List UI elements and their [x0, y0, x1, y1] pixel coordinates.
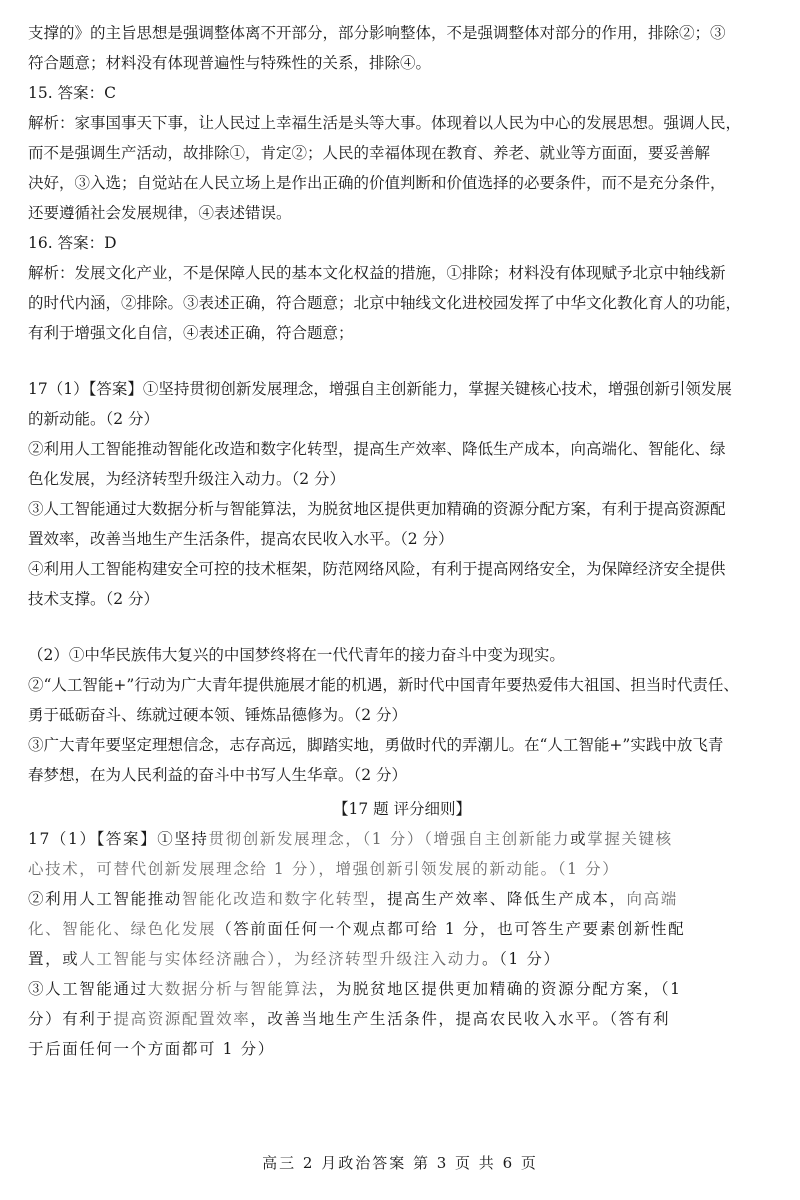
rubric-line	[28, 944, 776, 974]
q17-1-line: 17（1）【答案】①坚持贯彻创新发展理念，增强自主创新能力，掌握关键核心技术，增强创新引领发展	[28, 380, 732, 398]
rubric-text: （答前面任何一个观点都可给 1 分，也可答生产要素创新性配	[216, 920, 686, 938]
answer-page	[28, 18, 776, 1064]
rubric-text: 掌握关键核	[587, 830, 673, 848]
q16-analysis-line: 的时代内涵，②排除。③表述正确，符合题意；北京中轴线文化进校园发挥了中华文化教化育人的功能，	[28, 294, 742, 312]
rubric-text: ③人工智能通过	[28, 980, 148, 998]
rubric-line	[28, 824, 776, 854]
q17-1-line: ③人工智能通过大数据分析与智能算法，为脱贫地区提供更加精确的资源分配方案，有利于提高资源配	[28, 500, 726, 518]
rubric-text: 17（1）【答案】①坚持	[28, 830, 209, 848]
q16-analysis-line: 解析：发展文化产业，不是保障人民的基本文化权益的措施，①排除；材料没有体现赋予北京中轴线新	[28, 264, 726, 282]
rubric-text: 大数据分析与智能算法	[147, 980, 319, 998]
q17-1-line: 技术支撑。（2 分）	[28, 590, 160, 608]
rubric-text: 。（1 分）	[481, 950, 561, 968]
q16-answer: 16. 答案：D	[28, 234, 117, 252]
spacer	[28, 614, 776, 640]
q17-2-line: ③广大青年要坚定理想信念，志存高远，脚踏实地，勇做时代的弄潮儿。在“人工智能+”实践中放飞青	[28, 736, 724, 754]
rubric-text: 心技术，可替代创新发展理念给 1 分），	[28, 860, 336, 878]
rubric-text: 分）有利于	[28, 1010, 114, 1028]
rubric-text: 于后面任何一个方面都可 1 分）	[28, 1040, 275, 1058]
rubric-text: ，提高生产效率、降低生产成本，	[370, 890, 627, 908]
spacer	[28, 348, 776, 374]
rubric-text: 置，或	[28, 950, 80, 968]
rubric-line	[28, 1004, 776, 1034]
q15-analysis-line: 而不是强调生产活动，故排除①，肯定②；人民的幸福体现在教育、养老、就业等方面面，要妥善解	[28, 144, 711, 162]
rubric-text: 或	[570, 830, 588, 848]
q17-2-line: 勇于砥砺奋斗、练就过硬本领、锤炼品德修为。（2 分）	[28, 706, 408, 724]
rubric-title: 【17 题 评分细则】	[332, 800, 472, 818]
q17-1-line: 置效率，改善当地生产生活条件，提高农民收入水平。（2 分）	[28, 530, 454, 548]
q16-analysis-line: 有利于增强文化自信，④表述正确，符合题意；	[28, 324, 354, 342]
q17-2-line: （2）①中华民族伟大复兴的中国梦终将在一代代青年的接力奋斗中变为现实。	[28, 646, 565, 664]
intro-line: 符合题意；材料没有体现普遍性与特殊性的关系，排除④。	[28, 54, 432, 72]
q17-1-line: ②利用人工智能推动智能化改造和数字化转型，提高生产效率、降低生产成本，向高端化、智能化、绿	[28, 440, 726, 458]
rubric-text: 提高资源配置效率	[113, 1010, 251, 1028]
rubric-text: 化、智能化、绿色化发展	[28, 920, 217, 938]
page-footer: 高三 2 月政治答案 第 3 页 共 6 页	[262, 1154, 538, 1172]
q17-1-line: 的新动能。（2 分）	[28, 410, 160, 428]
rubric-line	[28, 854, 776, 884]
q15-analysis-line: 解析：家事国事天下事，让人民过上幸福生活是头等大事。体现着以人民为中心的发展思想。强调人民，	[28, 114, 742, 132]
rubric-text: 人工智能与实体经济融合），为	[79, 950, 311, 968]
rubric-text: ，改善当地生产生活条件，提高农民收入水平。（答有利	[250, 1010, 671, 1028]
rubric-text: 智能化改造和数字化转型	[181, 890, 371, 908]
intro-line: 支撑的》的主旨思想是强调整体离不开部分，部分影响整体，不是强调整体对部分的作用，排除②；③	[28, 24, 726, 42]
rubric-text: 增强创新引领发展的新动能。（1 分）	[335, 860, 620, 878]
q17-1-line: ④利用人工智能构建安全可控的技术框架，防范网络风险，有利于提高网络安全，为保障经济安全提供	[28, 560, 726, 578]
q15-analysis-line: 还要遵循社会发展规律，④表述错误。	[28, 204, 292, 222]
q17-1-line: 色化发展，为经济转型升级注入动力。（2 分）	[28, 470, 346, 488]
rubric-text: 贯彻创新发展理念，（1 分）（增强自主创新能力	[208, 830, 571, 848]
rubric-line	[28, 884, 776, 914]
rubric-text: ，为脱贫地区提供更加精确的资源分配方案，（1	[318, 980, 682, 998]
q15-analysis-line: 决好，③入选；自觉站在人民立场上是作出正确的价值判断和价值选择的必要条件，而不是充分条件，	[28, 174, 726, 192]
q17-2-line: ②“人工智能+”行动为广大青年提供施展才能的机遇，新时代中国青年要热爱伟大祖国、担当时代责任、	[28, 676, 739, 694]
q15-answer: 15. 答案：C	[28, 84, 116, 102]
q17-2-line: 春梦想，在为人民利益的奋斗中书写人生华章。（2 分）	[28, 766, 408, 784]
rubric-line	[28, 914, 776, 944]
rubric-text: ②利用人工智能推动	[28, 890, 182, 908]
rubric-line	[28, 1034, 776, 1064]
rubric-text: 向高端	[626, 890, 678, 908]
rubric-text: 经济转型升级注入动力	[310, 950, 482, 968]
rubric-line	[28, 974, 776, 1004]
